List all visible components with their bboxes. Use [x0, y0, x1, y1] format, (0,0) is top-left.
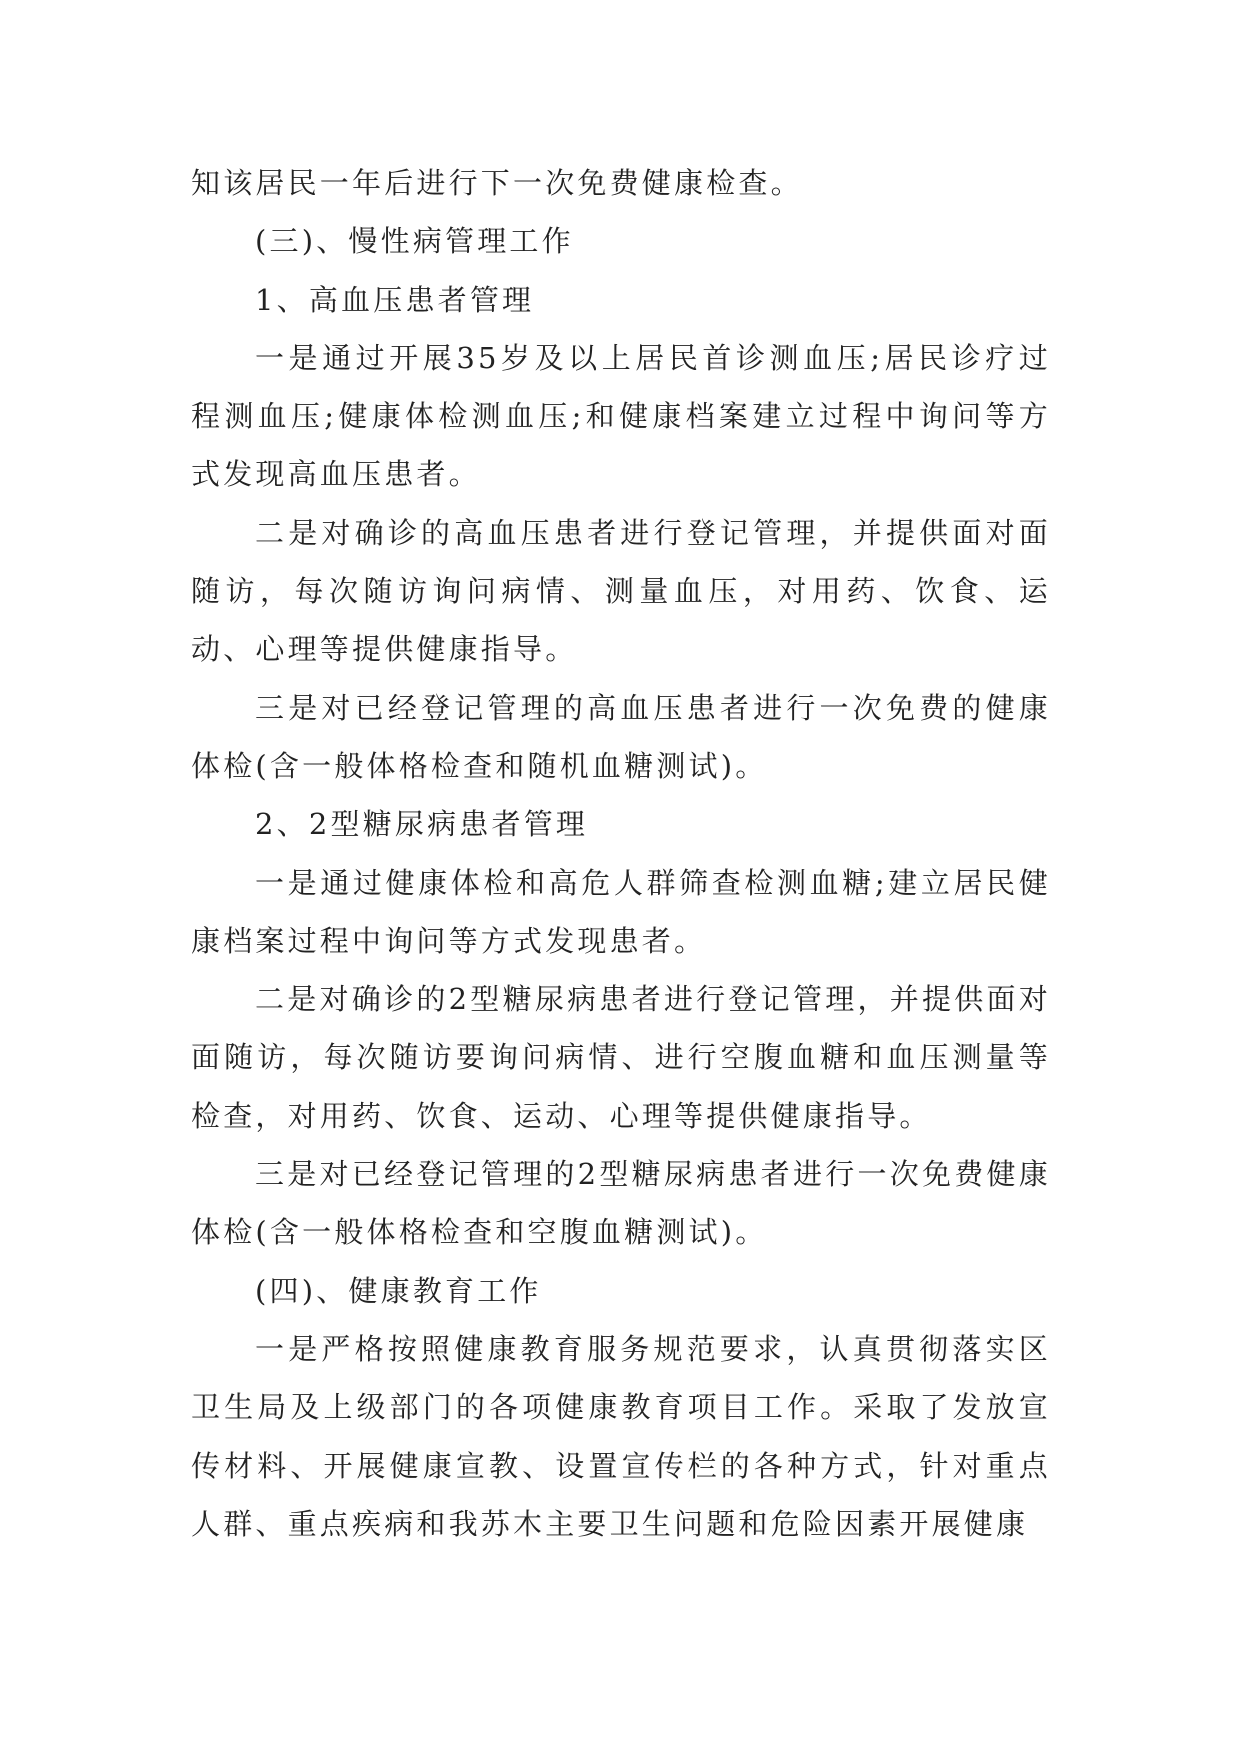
section-heading-health-education: (四)、健康教育工作: [255, 1273, 542, 1308]
paragraph-hypertension-3: 三是对已经登记管理的高血压患者进行一次免费的健康体检(含一般体格检查和随机血糖测试)。: [191, 690, 1051, 783]
paragraph-hypertension-2: 二是对确诊的高血压患者进行登记管理，并提供面对面随访，每次随访询问病情、测量血压，对用药、饮食、运动、心理等提供健康指导。: [191, 515, 1051, 667]
subheading-diabetes: 2、2型糖尿病患者管理: [255, 807, 589, 842]
section-heading-chronic-disease: (三)、慢性病管理工作: [255, 224, 574, 259]
document-body: [191, 154, 1051, 1553]
subheading-hypertension: 1、高血压患者管理: [255, 282, 535, 317]
paragraph-hypertension-1: 一是通过开展35岁及以上居民首诊测血压;居民诊疗过程测血压;健康体检测血压;和健康档案建立过程中询问等方式发现高血压患者。: [191, 340, 1051, 492]
paragraph-health-education-1: 一是严格按照健康教育服务规范要求，认真贯彻落实区卫生局及上级部门的各项健康教育项目工作。采取了发放宣传材料、开展健康宣教、设置宣传栏的各种方式，针对重点人群、重点疾病和我苏木主要卫生问题和危险因素开展健康: [191, 1331, 1051, 1541]
paragraph-diabetes-3: 三是对已经登记管理的2型糖尿病患者进行一次免费健康体检(含一般体格检查和空腹血糖测试)。: [191, 1157, 1051, 1250]
paragraph-continuation: 知该居民一年后进行下一次免费健康检查。: [191, 166, 803, 200]
paragraph-diabetes-1: 一是通过健康体检和高危人群筛查检测血糖;建立居民健康档案过程中询问等方式发现患者。: [191, 865, 1051, 958]
paragraph-diabetes-2: 二是对确诊的2型糖尿病患者进行登记管理，并提供面对面随访，每次随访要询问病情、进行空腹血糖和血压测量等检查，对用药、饮食、运动、心理等提供健康指导。: [191, 982, 1051, 1133]
